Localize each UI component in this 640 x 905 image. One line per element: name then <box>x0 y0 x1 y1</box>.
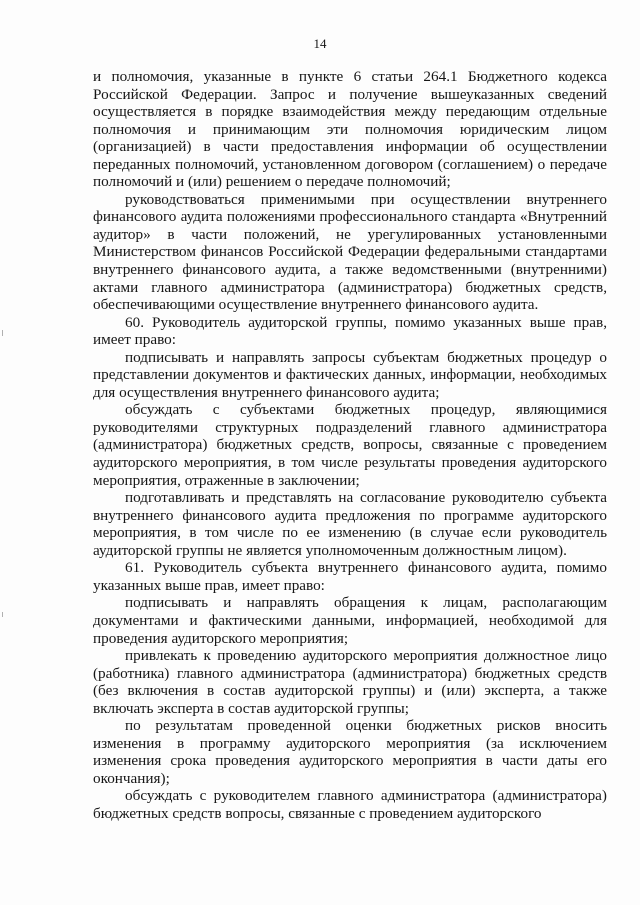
paragraph: привлекать к проведению аудиторского мероприятия должностное лицо (работника) главного администратора (администратора) бюджетных средств (без включения в состав аудиторской группы) и (или) эксперта, а также включать эксперта в состав аудиторской группы; <box>93 647 607 717</box>
page-number: 14 <box>313 36 327 51</box>
paragraph: 60. Руководитель аудиторской группы, помимо указанных выше прав, имеет право: <box>93 313 607 349</box>
paragraph: подписывать и направлять запросы субъектам бюджетных процедур о представлении документов и фактических данных, информации, необходимых для осуществления внутреннего финансового аудита; <box>93 348 607 401</box>
paragraph: и полномочия, указанные в пункте 6 статьи 264.1 Бюджетного кодекса Российской Федерации. Запрос и получение вышеуказанных сведений осуществляется в порядке взаимодействия между передающим отдельные полномочия и принимающим эти полномочия юридическим лицом (организацией) в части предоставления информации об осуществлении переданных полномочий, установленном договором (соглашением) о передаче полномочий и (или) решением о передаче полномочий; <box>93 68 607 191</box>
paragraph: обсуждать с субъектами бюджетных процедур, являющимися руководителями структурных подразделений главного администратора (администратора) бюджетных средств, вопросы, связанные с проведением аудиторского мероприятия, в том числе результаты проведения аудиторского мероприятия, отраженные в заключении; <box>93 401 607 489</box>
scan-edge-mark <box>2 330 3 336</box>
paragraph: подготавливать и представлять на согласование руководителю субъекта внутреннего финансового аудита предложения по программе аудиторского мероприятия, в том числе по ее изменению (в случае если руководитель аудиторской группы не является уполномоченным должностным лицом). <box>93 489 607 559</box>
paragraph: подписывать и направлять обращения к лицам, располагающим документами и фактическими данными, информацией, необходимой для проведения аудиторского мероприятия; <box>93 594 607 647</box>
paragraph: по результатам проведенной оценки бюджетных рисков вносить изменения в программу аудиторского мероприятия (за исключением изменения срока проведения аудиторского мероприятия в части даты его окончания); <box>93 717 607 787</box>
paragraph: 61. Руководитель субъекта внутреннего финансового аудита, помимо указанных выше прав, имеет право: <box>93 559 607 594</box>
paragraph: обсуждать с руководителем главного администратора (администратора) бюджетных средств вопросы, связанные с проведением аудиторского <box>93 787 607 822</box>
paragraph: руководствоваться применимыми при осуществлении внутреннего финансового аудита положениями профессионального стандарта «Внутренний аудитор» в части положений, не урегулированных установленными Министерством финансов Российской Федерации федеральными стандартами внутреннего финансового аудита, а также ведомственными (внутренними) актами главного администратора (администратора) бюджетных средств, обеспечивающими осуществление внутреннего финансового аудита. <box>93 190 607 314</box>
document-body <box>93 68 607 823</box>
scan-edge-mark <box>2 612 3 617</box>
